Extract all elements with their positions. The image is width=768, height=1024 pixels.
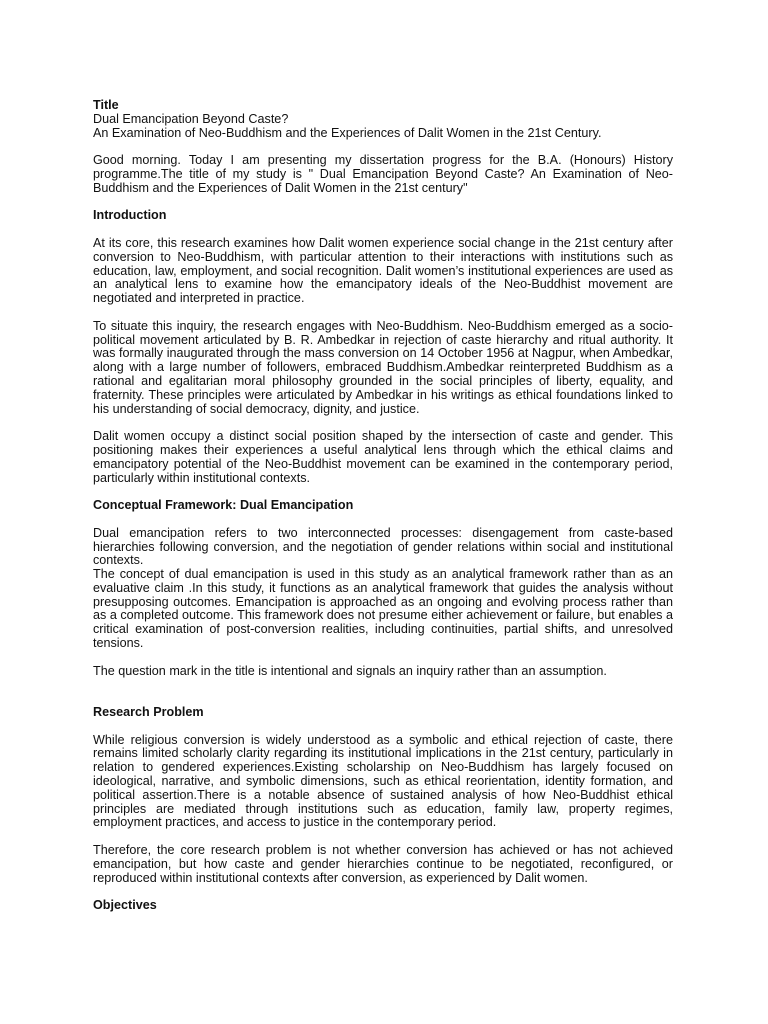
- title-line-2: An Examination of Neo-Buddhism and the Experiences of Dalit Women in the 21st Century.: [93, 125, 602, 140]
- introduction-paragraph-2: To situate this inquiry, the research engages with Neo-Buddhism. Neo-Buddhism emerged as a socio-political movement articulated by B. R. Ambedkar in rejection of caste hierarchy and ritual authority. It was formally inaugurated through the mass conversion on 14 October 1956 at Nagpur, when Ambedkar, along with a large number of followers, embraced Buddhism.Ambedkar reinterpreted Buddhism as a rational and egalitarian moral philosophy grounded in the social principles of liberty, equality, and fraternity. These principles were articulated by Ambedkar in his writings as ethical foundations linked to his understanding of social democracy, dignity, and justice.: [93, 318, 673, 416]
- introduction-paragraph-1: At its core, this research examines how Dalit women experience social change in the 21st century after conversion to Neo-Buddhism, with particular attention to their interactions with institutions such as education, law, employment, and social recognition. Dalit women’s institutional experiences are used as an analytical lens to examine how the emancipatory ideals of the Neo-Buddhist movement are negotiated and interpreted in practice.: [93, 235, 673, 306]
- section-heading-introduction: Introduction: [93, 208, 167, 223]
- title-line-1: Dual Emancipation Beyond Caste?: [93, 111, 289, 126]
- research-problem-paragraph-1: While religious conversion is widely understood as a symbolic and ethical rejection of caste, there remains limited scholarly clarity regarding its institutional implications in the 21st century, particularly in relation to gendered experiences.Existing scholarship on Neo-Buddhism has largely focused on ideological, narrative, and symbolic dimensions, such as ethical reorientation, identity formation, and political assertion.There is a notable absence of sustained analysis of how Neo-Buddhist ethical principles are mediated through institutions such as education, family law, property regimes, employment practices, and access to justice in the contemporary period.: [93, 732, 673, 830]
- framework-paragraph-2: The concept of dual emancipation is used in this study as an analytical framework rather than as an evaluative claim .In this study, it functions as an analytical framework that guides the analysis without presupposing outcomes. Emancipation is approached as an ongoing and evolving process rather than as a completed outcome. This framework does not presume either achievement or failure, but enables a critical examination of post-conversion realities, including continuities, partial shifts, and unresolved tensions.: [93, 567, 673, 651]
- title-heading: Title: [93, 98, 119, 112]
- section-heading-objectives: Objectives: [93, 898, 157, 913]
- framework-paragraph-1: Dual emancipation refers to two interconnected processes: disengagement from caste-based hierarchies following conversion, and the negotiation of gender relations within social and institutional contexts.: [93, 525, 673, 568]
- section-heading-research-problem: Research Problem: [93, 705, 204, 720]
- intro-paragraph: Good morning. Today I am presenting my dissertation progress for the B.A. (Honours) History programme.The title of my study is " Dual Emancipation Beyond Caste? An Examination of Neo-Buddhism and the Experiences of Dalit Women in the 21st century": [93, 153, 673, 195]
- introduction-paragraph-3: Dalit women occupy a distinct social position shaped by the intersection of caste and gender. This positioning makes their experiences a useful analytical lens through which the ethical claims and emancipatory potential of the Neo-Buddhist movement can be examined in the contemporary period, particularly within institutional contexts.: [93, 429, 673, 485]
- framework-paragraph-3: The question mark in the title is intentional and signals an inquiry rather than an assumption.: [93, 663, 607, 678]
- document-page: [93, 99, 673, 913]
- research-problem-paragraph-2: Therefore, the core research problem is not whether conversion has achieved or has not achieved emancipation, but how caste and gender hierarchies continue to be negotiated, reconfigured, or reproduced within institutional contexts after conversion, as experienced by Dalit women.: [93, 843, 673, 885]
- section-heading-framework: Conceptual Framework: Dual Emancipation: [93, 498, 354, 513]
